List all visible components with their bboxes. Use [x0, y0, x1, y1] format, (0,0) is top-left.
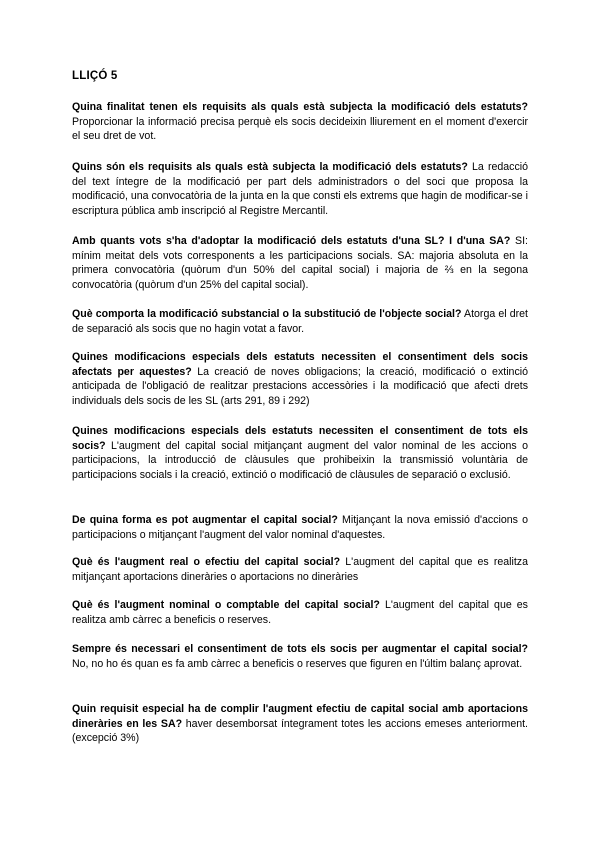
qa-item: [72, 350, 528, 408]
qa-item: [72, 100, 528, 144]
qa-item: [72, 555, 528, 584]
answer-text: Proporcionar la informació precisa perquè els socis decideixin lliurement en el moment d'exercir el seu dret de vot.: [72, 115, 528, 143]
qa-item: [72, 513, 528, 542]
qa-item: [72, 598, 528, 627]
answer-text: La redacció del text íntegre de la modificació per part dels administradors o del soci que proposa la modificació, una convocatòria de la junta en la que consti els extrems que hagin de modificar-se i escriptura pública amb inscripció al Registre Mercantil.: [72, 161, 528, 217]
question-text: Sempre és necessari el consentiment de tots els socis per augmentar el capital social?: [72, 643, 528, 655]
question-text: Què comporta la modificació substancial o la substitució de l'objecte social?: [72, 308, 462, 320]
qa-item: [72, 424, 528, 482]
answer-text: haver desemborsat íntegrament totes les accions emeses anteriorment. (excepció 3%): [72, 717, 528, 745]
answer-text: L'augment del capital social mitjançant augment del valor nominal de les accions o participacions, la introducció de clàusules que prohibeixin la transmissió voluntària de participacions socials i la creació, extinció o modificació de clàusules de separació o exclusió.: [72, 439, 528, 481]
question-text: Quines modificacions especials dels estatuts necessiten el consentiment de tots els socis?: [72, 425, 528, 452]
question-text: De quina forma es pot augmentar el capital social?: [72, 514, 338, 526]
answer-text: La creació de noves obligacions; la creació, modificació o extinció anticipada de l'obligació de realitzar prestacions accessòries i la modificació que afecti drets individuals dels socis de les SL (arts 291, 89 i 292): [72, 365, 528, 407]
question-text: Què és l'augment real o efectiu del capital social?: [72, 556, 341, 568]
question-text: Quines modificacions especials dels estatuts necessiten el consentiment dels socis afectats per aquestes?: [72, 351, 528, 378]
qa-item: [72, 160, 528, 218]
lesson-title: LLIÇÓ 5: [72, 70, 118, 82]
answer-text: L'augment del capital que es realitza amb càrrec a beneficis o reserves.: [72, 599, 528, 626]
answer-text: No, no ho és quan es fa amb càrrec a beneficis o reserves que figuren en l'últim balanç aprovat.: [72, 657, 523, 670]
qa-item: [72, 307, 528, 336]
qa-item: [72, 642, 528, 671]
answer-text: L'augment del capital que es realitza mitjançant aportacions dineràries o aportacions no dineràries: [72, 556, 528, 583]
question-text: Quina finalitat tenen els requisits als quals està subjecta la modificació dels estatuts?: [72, 101, 528, 113]
answer-text: Atorga el dret de separació als socis que no hagin votat a favor.: [72, 308, 529, 335]
answer-text: Mitjançant la nova emissió d'accions o participacions o mitjançant l'augment del valor nominal d'aquestes.: [72, 514, 528, 541]
qa-item: [72, 702, 528, 746]
question-text: Què és l'augment nominal o comptable del capital social?: [72, 599, 380, 611]
question-text: Amb quants vots s'ha d'adoptar la modificació dels estatuts d'una SL? I d'una SA?: [72, 235, 511, 247]
answer-text: SI: mínim meitat dels vots corresponents a les participacions socials. SA: majoria absoluta en la primera convocatòria (quòrum d'un 50% del capital social) i majoria de ⅔ en la segona convocatòria (quòrum d'un 25% del capital social).: [72, 235, 528, 291]
qa-item: [72, 234, 528, 292]
question-text: Quins són els requisits als quals està subjecta la modificació dels estatuts?: [72, 161, 468, 173]
question-text: Quin requisit especial ha de complir l'augment efectiu de capital social amb aportacions dineràries en les SA?: [72, 703, 528, 730]
